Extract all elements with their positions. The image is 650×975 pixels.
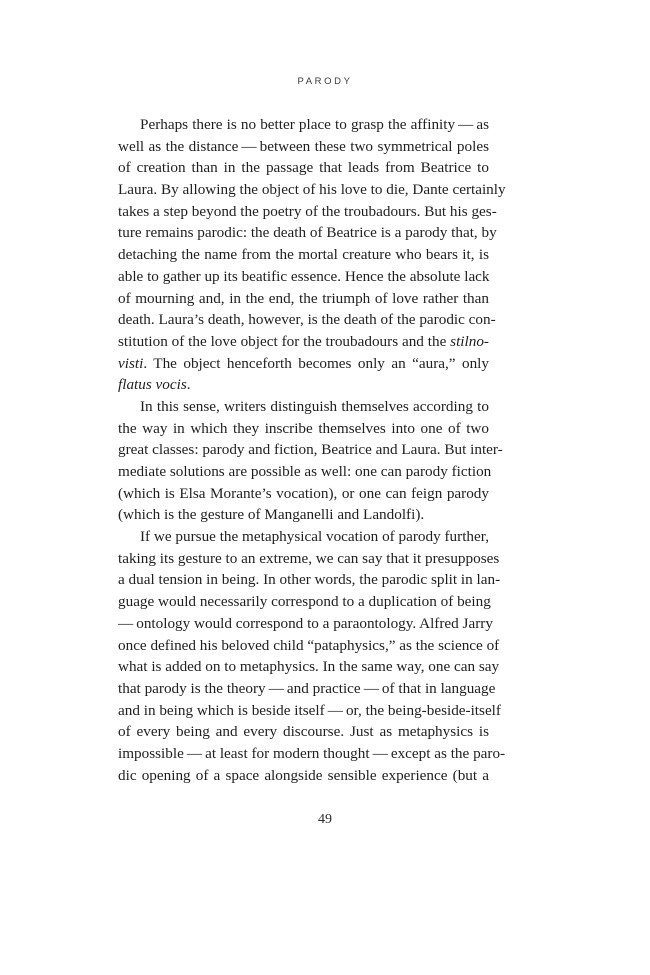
text-line [118,374,489,396]
italic-text: flatus vocis [118,376,187,394]
text-run: Laura. By allowing the object of his love to die, Dante certainly [118,181,506,199]
body-text [118,114,506,786]
text-line [118,613,493,635]
text-run: great classes: parody and fiction, Beatrice and Laura. But inter- [118,441,503,459]
text-line [118,678,496,700]
text-run: Perhaps there is no better place to grasp the affinity — as [140,116,489,133]
text-line [118,439,503,461]
text-run: . [186,376,191,394]
text-line [118,461,492,483]
text-run: able to gather up its beatific essence. Hence the absolute lack [118,267,490,285]
text-line [118,222,497,244]
text-line [118,765,489,787]
text-run: of mourning and, in the end, the triumph of love rather than [118,289,489,307]
text-run: of creation than in the passage that leads from Beatrice to [118,159,489,177]
text-run: of every being and every discourse. Just as metaphysics is [118,723,489,741]
text-run: If we pursue the metaphysical vocation of parody further, [140,528,490,546]
text-run: ture remains parodic: the death of Beatrice is a parody that, by [118,224,497,242]
text-line [118,179,506,201]
text-line [118,331,489,353]
text-line [118,114,489,136]
text-run: In this sense, writers distinguish themselves according to [140,397,489,415]
text-run: impossible — at least for modern thought — except as the paro- [118,744,506,762]
running-head: PARODY [297,76,353,87]
text-line [118,504,489,526]
page-number: 49 [318,812,332,827]
text-line [118,656,500,678]
text-run: stitution of the love object for the troubadours and the [118,332,451,350]
text-line [118,483,489,505]
text-run: what is added on to metaphysics. In the same way, one can say [118,658,500,676]
text-line [118,396,489,418]
text-line [118,266,489,288]
text-run: death. Laura’s death, however, is the death of the parodic con- [118,311,496,329]
text-line [118,591,489,613]
text-line [118,569,501,591]
text-line [118,548,500,570]
text-run: mediate solutions are possible as well: one can parody fiction [118,463,492,480]
text-line [118,635,500,657]
text-line [118,288,489,310]
text-run: a dual tension in being. In other words, the parodic split in lan- [118,571,501,589]
text-run: taking its gesture to an extreme, we can say that it presupposes [118,549,500,567]
text-run: . The object henceforth becomes only an “aura,” only [143,354,489,372]
text-line [118,353,489,375]
text-line [118,309,496,331]
text-line [118,743,506,765]
text-run: guage would necessarily correspond to a duplication of being [118,593,491,611]
italic-text: visti [118,354,144,372]
italic-text: stilno- [450,332,489,350]
text-run: — ontology would correspond to a paraontology. Alfred Jarry [118,614,493,632]
text-run: detaching the name from the mortal creature who bears it, is [118,246,489,264]
text-run: that parody is the theory — and practice — of that in language [118,679,496,697]
text-run: (which is Elsa Morante’s vocation), or one can feign parody [118,484,489,502]
text-run: the way in which they inscribe themselves into one of two [118,419,489,437]
text-run: once defined his beloved child “pataphysics,” as the science of [118,636,500,654]
text-line [118,700,501,722]
text-line [118,526,489,548]
text-line [118,201,497,223]
text-run: well as the distance — between these two symmetrical poles [118,137,489,155]
text-run: (which is the gesture of Manganelli and Landolfi). [118,506,425,524]
text-line [118,244,489,266]
text-run: dic opening of a space alongside sensible experience (but a [118,766,489,784]
text-line [118,157,489,179]
text-line [118,418,489,440]
text-run: takes a step beyond the poetry of the troubadours. But his ges- [118,202,497,220]
text-line [118,721,489,743]
text-run: and in being which is beside itself — or, the being-beside-itself [118,701,501,719]
text-line [118,136,489,158]
